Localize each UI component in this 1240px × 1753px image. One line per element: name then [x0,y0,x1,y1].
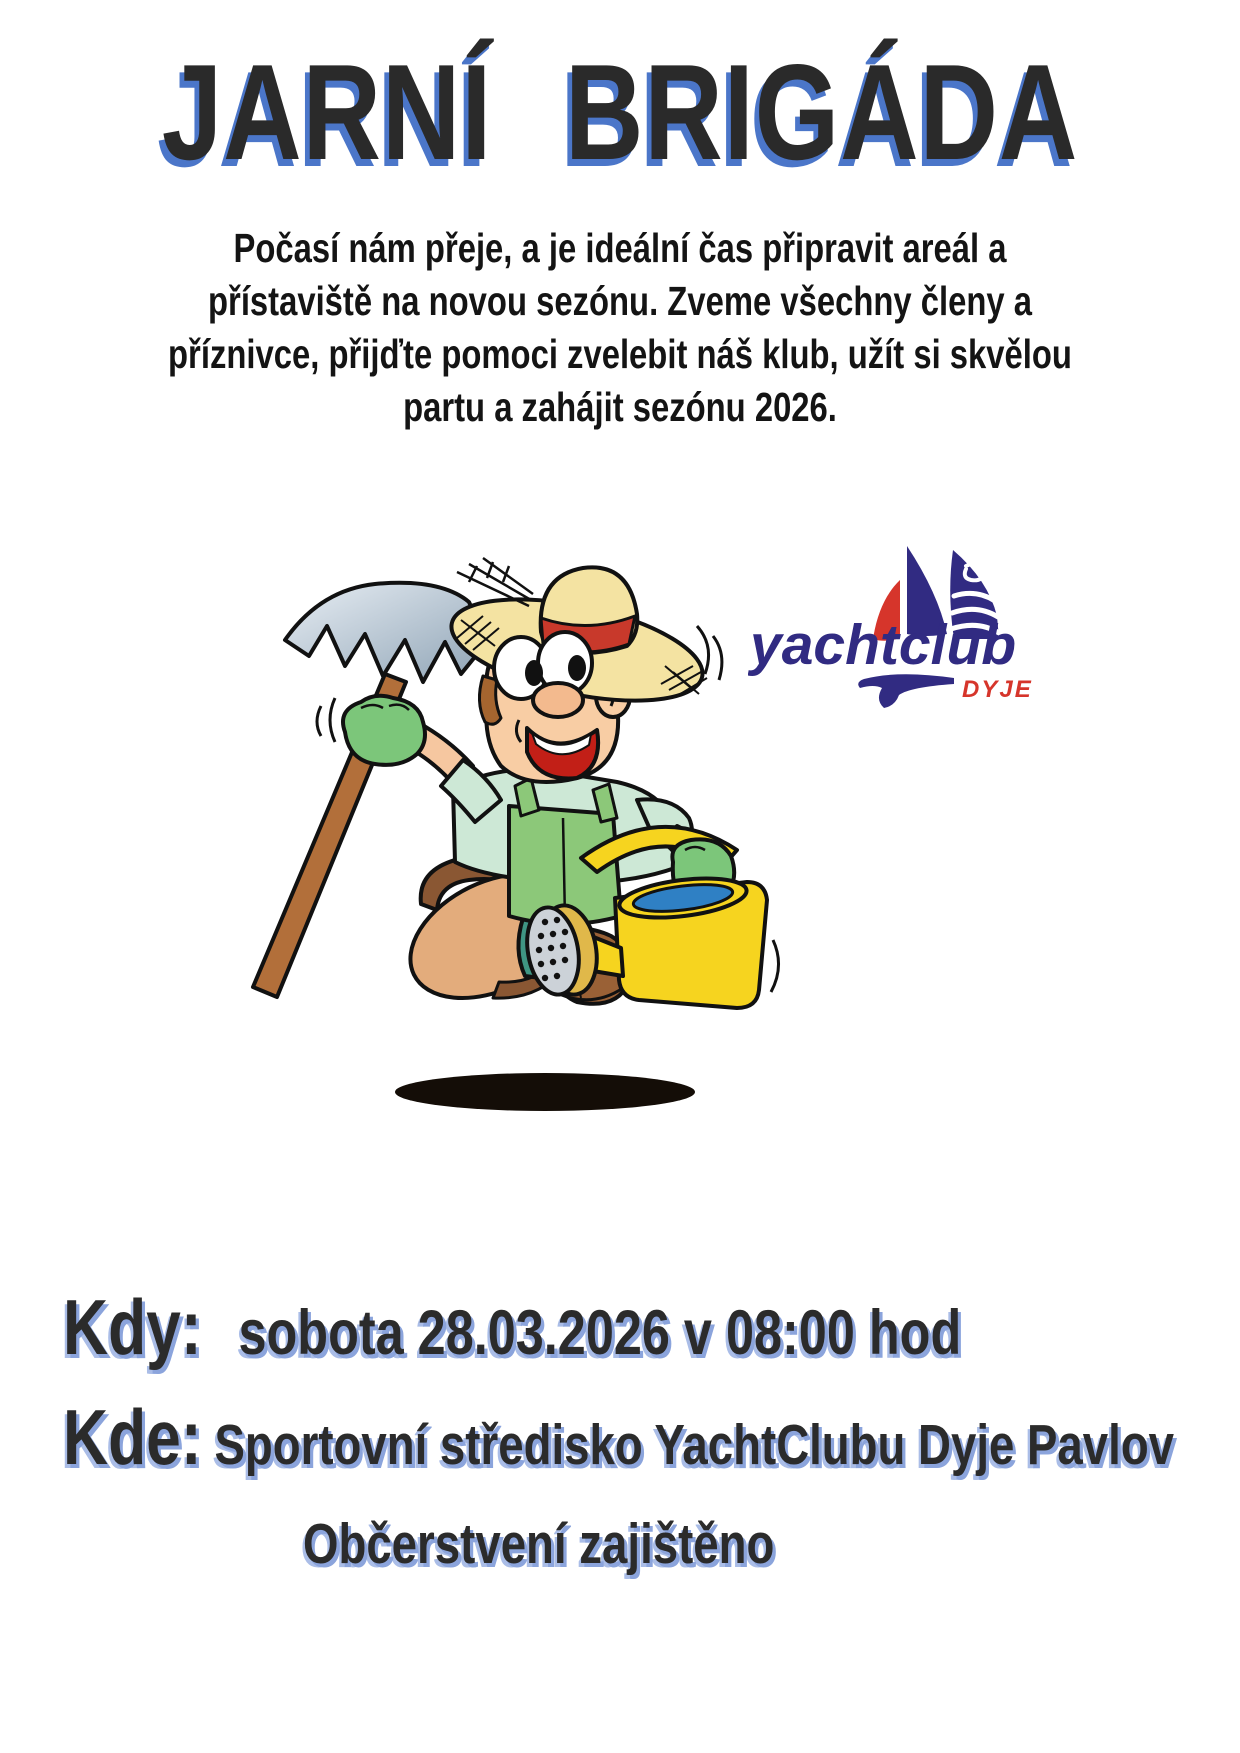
yachtclub-logo [748,538,1040,710]
when-label: Kdy: [63,1283,202,1371]
when-value: sobota 28.03.2026 v 08:00 hod [238,1298,962,1368]
when-line [63,1283,962,1372]
where-line [63,1393,1175,1484]
refreshments-line: Občerstvení zajištěno [303,1512,775,1576]
page-title: JARNÍ BRIGÁDA [161,36,1079,188]
gardener-illustration [225,470,785,1120]
logo-submark: DYJE [962,676,1033,703]
intro-paragraph [124,222,1116,434]
hull-shape [858,674,954,708]
gardener-head [443,558,722,782]
intro-line-4: partu a zahájit sezónu 2026. [403,384,837,430]
intro-line-2: přístaviště na novou sezónu. Zveme všechny členy a [208,278,1032,324]
intro-line-3: příznivce, přijďte pomoci zvelebit náš klub, užít si skvělou [168,331,1072,377]
logo-wordmark: yachtclub [750,613,1017,677]
ground-shadow [395,1073,695,1111]
intro-line-1: Počasí nám přeje, a je ideální čas připravit areál a [233,225,1007,271]
where-value: Sportovní středisko YachtClubu Dyje Pavlov [214,1413,1175,1477]
where-label: Kde: [63,1393,202,1481]
